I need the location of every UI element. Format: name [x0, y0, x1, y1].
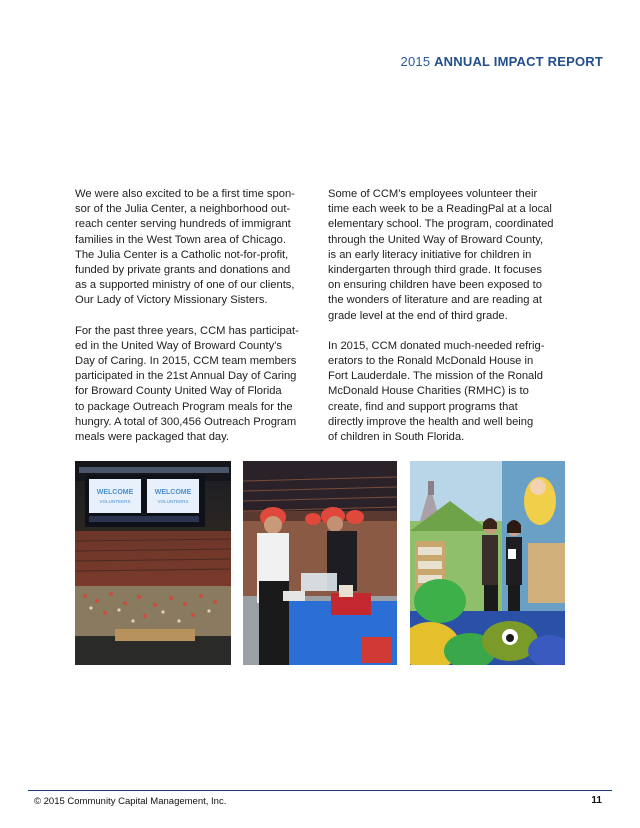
day-of-caring-paragraph: For the past three years, CCM has participat- ed in the United Way of Broward County's Day of Caring. In 2015, CCM team members participated in the 21st Annual Day of Caring for Broward County United Way of Florida to package Outreach Program meals for the hungry. A total of 300,456 Outreach Program meals were packaged that day.: [75, 324, 299, 444]
footer-divider: [28, 790, 612, 791]
reading-room-photo: [410, 461, 565, 665]
report-title: ANNUAL IMPACT REPORT: [434, 54, 603, 69]
meal-packaging-photo: [243, 461, 397, 665]
page-number: 11: [591, 795, 602, 806]
report-header: [401, 54, 603, 69]
copyright-notice: © 2015 Community Capital Management, Inc.: [34, 796, 227, 807]
arena-volunteers-photo: [75, 461, 231, 665]
welcome-screen-left: WELCOME: [96, 489, 134, 496]
julia-center-paragraph: We were also excited to be a first time spon- sor of the Julia Center, a neighborhood out- reach center serving hundreds of immigrant families in the West Town area of Chicago. The Julia Center is a Catholic not-for-profit, funded by private grants and donations and as a supported ministry of one of our clients, Our Lady of Victory Missionary Sisters.: [75, 188, 295, 307]
left-text-column: [75, 187, 310, 460]
readingpal-paragraph: Some of CCM's employees volunteer their time each week to be a ReadingPal at a local elementary school. The program, coordinated through the United Way of Broward County, is an early literacy initiative for children in kindergarten through third grade. It focuses on ensuring children have been exposed to the wonders of literature and are reading at grade level at the end of third grade.: [328, 188, 554, 322]
welcome-screen-right: WELCOME: [154, 489, 192, 496]
right-text-column: [328, 187, 568, 460]
report-year: 2015: [400, 54, 431, 69]
volunteers-screen-left: VOLUNTEERS: [99, 499, 131, 504]
rmhc-paragraph: In 2015, CCM donated much-needed refrig- erators to the Ronald McDonald House in Fort Lauderdale. The mission of the Ronald McDonald House Charities (RMHC) is to create, find and support programs that directly improve the health and well being of children in South Florida.: [328, 339, 545, 444]
volunteers-screen-right: VOLUNTEERS: [157, 499, 189, 504]
